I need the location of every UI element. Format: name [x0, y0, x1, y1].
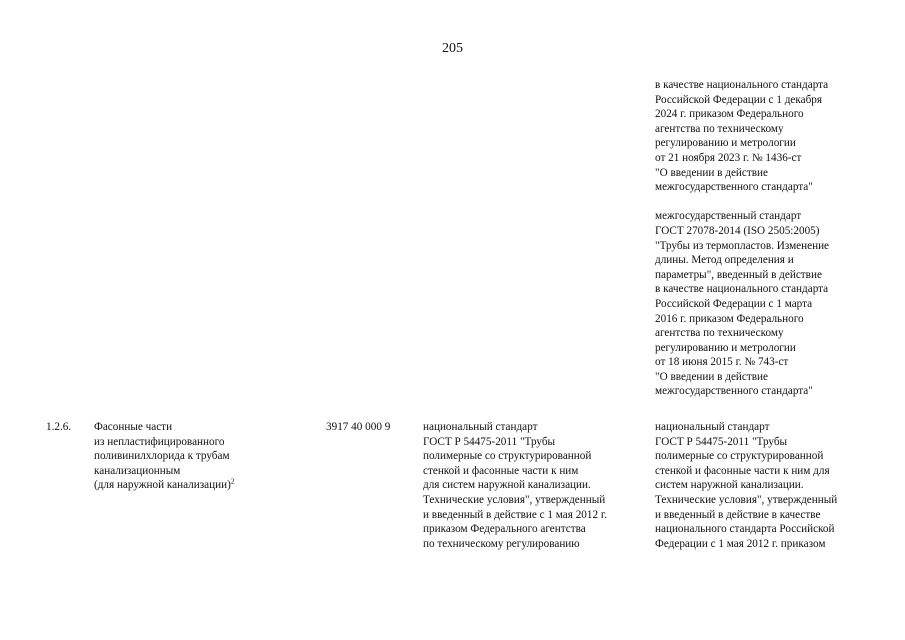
text-line	[94, 478, 235, 493]
text-line: от 21 ноября 2023 г. № 1436-ст	[655, 151, 802, 164]
text-line: Фасонные части	[94, 421, 173, 433]
standard-cell-column5	[655, 420, 837, 551]
text-line: Российской Федерации с 1 марта	[655, 297, 813, 310]
text-line: в качестве национального стандарта	[655, 79, 829, 91]
text-line: "О введении в действие	[655, 370, 768, 383]
text-line: систем наружной канализации.	[655, 479, 804, 492]
text-line: ГОСТ Р 54475-2011 "Трубы	[655, 435, 788, 448]
text-line: 2024 г. приказом Федерального	[655, 108, 804, 121]
text-line: Технические условия", утвержденный	[423, 493, 606, 506]
text-line: длины. Метод определения и	[655, 254, 794, 267]
text-line: Федерации с 1 мая 2012 г. приказом	[655, 537, 826, 550]
text-line: приказом Федерального агентства	[423, 523, 586, 536]
text-line: полимерные со структурированной	[423, 450, 592, 463]
text-line: "О введении в действие	[655, 166, 768, 179]
text-line: поливинилхлорида к трубам	[94, 450, 230, 463]
text-line: и введенный в действие с 1 мая 2012 г.	[423, 508, 608, 521]
text-line: регулированию и метрологии	[655, 137, 796, 150]
text-line: полимерные со структурированной	[655, 450, 824, 463]
product-name-cell	[94, 420, 235, 493]
text-line: национальный стандарт	[423, 421, 538, 433]
text-line: из непластифицированного	[94, 435, 225, 448]
footnote-marker: 2	[230, 476, 235, 486]
text-line: агентства по техническому	[655, 122, 784, 135]
standard-paragraph-1	[655, 78, 829, 195]
text-line: канализационным	[94, 464, 181, 477]
text-line: Российской Федерации с 1 декабря	[655, 93, 823, 106]
text-line: регулированию и метрологии	[655, 341, 796, 354]
text-line: ГОСТ 27078-2014 (ISO 2505:2005)	[655, 224, 820, 237]
text-fragment: (для наружной канализации)	[94, 479, 231, 492]
top-standards-cell	[655, 78, 829, 399]
text-line: ГОСТ Р 54475-2011 "Трубы	[423, 435, 556, 448]
row-number: 1.2.6.	[46, 421, 72, 433]
text-line: параметры", введенный в действие	[655, 268, 822, 281]
text-line: стенкой и фасонные части к ним для	[655, 464, 830, 477]
text-line: и введенный в действие в качестве	[655, 508, 821, 521]
text-line: "Трубы из термопластов. Изменение	[655, 239, 830, 252]
text-line: по техническому регулированию	[423, 537, 580, 550]
text-line: межгосударственного стандарта"	[655, 385, 813, 398]
text-line: для систем наружной канализации.	[423, 479, 591, 492]
text-line: в качестве национального стандарта	[655, 283, 829, 296]
standard-paragraph-2	[655, 209, 829, 399]
standard-cell-column4	[423, 420, 607, 551]
text-line: межгосударственный стандарт	[655, 210, 802, 223]
text-line: агентства по техническому	[655, 327, 784, 340]
text-line: стенкой и фасонные части к ним	[423, 464, 579, 477]
text-line: межгосударственного стандарта"	[655, 181, 813, 194]
text-line: Технические условия", утвержденный	[655, 493, 838, 506]
paragraph-spacer	[655, 195, 829, 210]
text-line: национального стандарта Российской	[655, 523, 835, 536]
text-line: от 18 июня 2015 г. № 743-ст	[655, 356, 789, 369]
text-line: 2016 г. приказом Федерального	[655, 312, 804, 325]
page-number: 205	[442, 41, 463, 56]
text-line: национальный стандарт	[655, 421, 770, 433]
tnved-code: 3917 40 000 9	[326, 421, 391, 433]
